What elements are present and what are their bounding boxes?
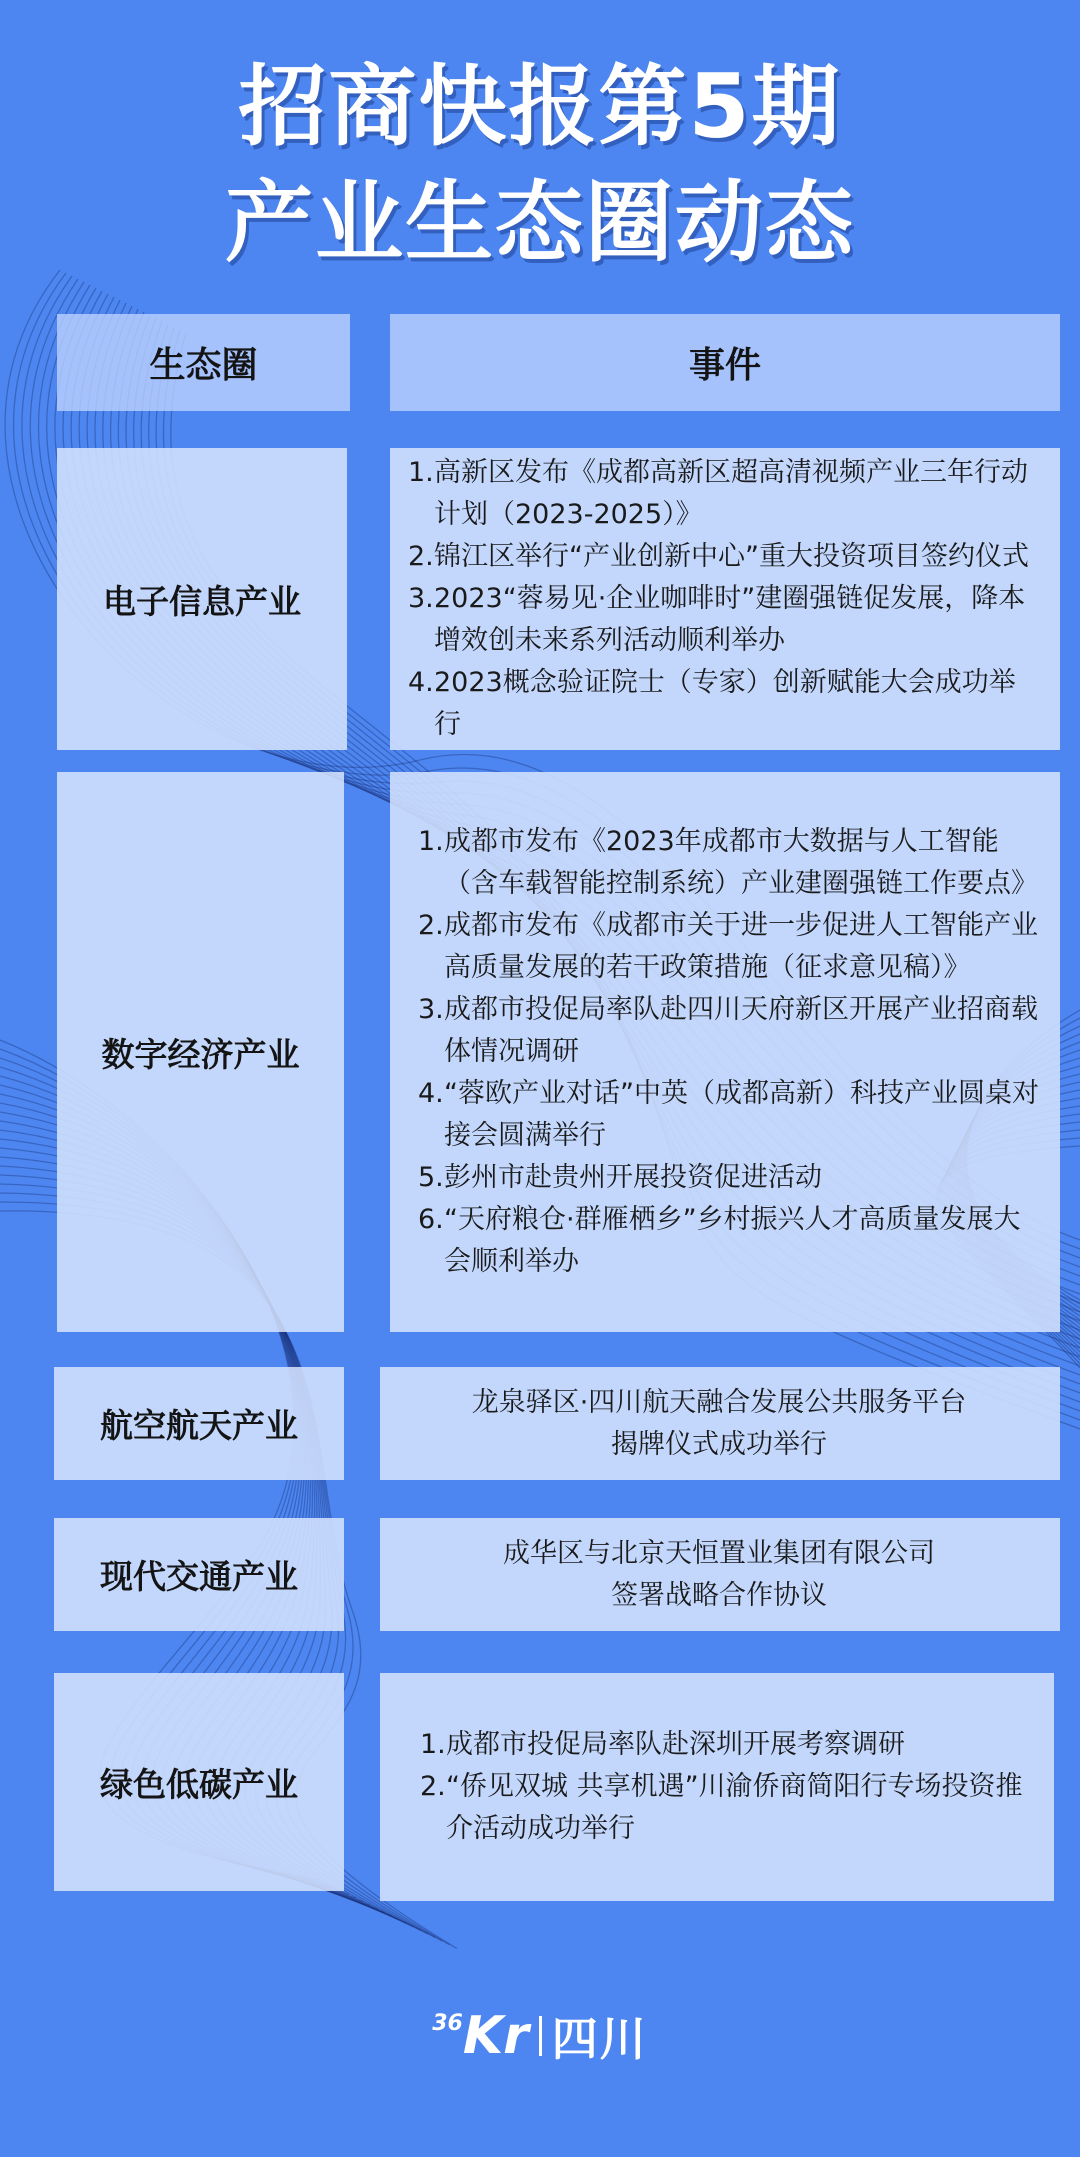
event-item: 2. 锦江区举行“产业创新中心”重大投资项目签约仪式 [408, 536, 1040, 578]
logo-divider [539, 2016, 542, 2056]
logo-region-text: 四川 [551, 2012, 648, 2066]
column-header-events [390, 314, 1060, 411]
event-number: 6. [418, 1204, 444, 1235]
event-item: 4. “蓉欧产业对话”中英（成都高新）科技产业圆桌对接会圆满举行 [418, 1073, 1040, 1157]
event-list [418, 821, 1040, 1283]
event-line: 签署战略合作协议 [611, 1579, 827, 1611]
event-number: 3. [418, 994, 444, 1025]
event-number: 1. [408, 457, 434, 488]
event-list [420, 1724, 1034, 1850]
events-cell-transport [380, 1518, 1060, 1631]
event-item: 5. 彭州市赴贵州开展投资促进活动 [418, 1157, 1040, 1199]
brand-logo [0, 2003, 1080, 2069]
logo-36-text: 36 [432, 2011, 463, 2036]
category-label: 电子信息产业 [103, 581, 301, 621]
events-cell-digital-economy [390, 772, 1060, 1332]
event-number: 4. [418, 1078, 444, 1109]
event-item: 1. 高新区发布《成都高新区超高清视频产业三年行动计划（2023-2025）》 [408, 452, 1040, 536]
event-line: 成华区与北京天恒置业集团有限公司 [503, 1537, 935, 1569]
event-number: 2. [420, 1771, 446, 1802]
event-number: 1. [418, 826, 444, 857]
column-header-category-label: 生态圈 [149, 345, 258, 386]
category-label: 绿色低碳产业 [100, 1764, 298, 1804]
event-list [408, 452, 1040, 746]
event-item: 2. “侨见双城 共享机遇”川渝侨商简阳行专场投资推介活动成功举行 [420, 1766, 1034, 1850]
logo-kr-text: Kr [462, 2006, 529, 2066]
page-subtitle: 产业生态圈动态 [224, 171, 855, 274]
category-label: 航空航天产业 [100, 1406, 298, 1445]
logo-36kr [432, 2006, 529, 2066]
category-cell-electronics [57, 448, 347, 750]
event-item: 4. 2023概念验证院士（专家）创新赋能大会成功举行 [408, 662, 1040, 746]
event-item: 6. “天府粮仓·群雁栖乡”乡村振兴人才高质量发展大会顺利举办 [418, 1199, 1040, 1283]
events-cell-electronics [390, 448, 1060, 750]
category-label: 现代交通产业 [100, 1557, 298, 1596]
event-line: 揭牌仪式成功举行 [611, 1428, 827, 1460]
column-header-category [57, 314, 350, 411]
events-cell-aerospace [380, 1367, 1060, 1480]
events-cell-green-low-carbon [380, 1673, 1054, 1901]
event-number: 4. [408, 667, 434, 698]
category-label: 数字经济产业 [101, 1034, 300, 1074]
column-header-events-label: 事件 [688, 345, 761, 386]
event-item: 3. 2023“蓉易见·企业咖啡时”建圈强链促发展，降本增效创未来系列活动顺利举办 [408, 578, 1040, 662]
category-cell-transport [54, 1518, 344, 1631]
event-item: 3. 成都市投促局率队赴四川天府新区开展产业招商载体情况调研 [418, 989, 1040, 1073]
category-cell-aerospace [54, 1367, 344, 1480]
category-cell-digital-economy [57, 772, 344, 1332]
event-item: 2. 成都市发布《成都市关于进一步促进人工智能产业高质量发展的若干政策措施（征求意见稿）》 [418, 905, 1040, 989]
event-number: 1. [420, 1729, 446, 1760]
event-number: 5. [418, 1162, 444, 1193]
event-item: 1. 成都市投促局率队赴深圳开展考察调研 [420, 1724, 1034, 1766]
category-cell-green-low-carbon [54, 1673, 344, 1891]
event-line: 龙泉驿区·四川航天融合发展公共服务平台 [471, 1386, 967, 1418]
event-number: 2. [418, 910, 444, 941]
event-item: 1. 成都市发布《2023年成都市大数据与人工智能（含车载智能控制系统）产业建圈强链工作要点》 [418, 821, 1040, 905]
event-number: 3. [408, 583, 434, 614]
event-number: 2. [408, 541, 434, 572]
page-title: 招商快报第5期 [238, 55, 842, 158]
